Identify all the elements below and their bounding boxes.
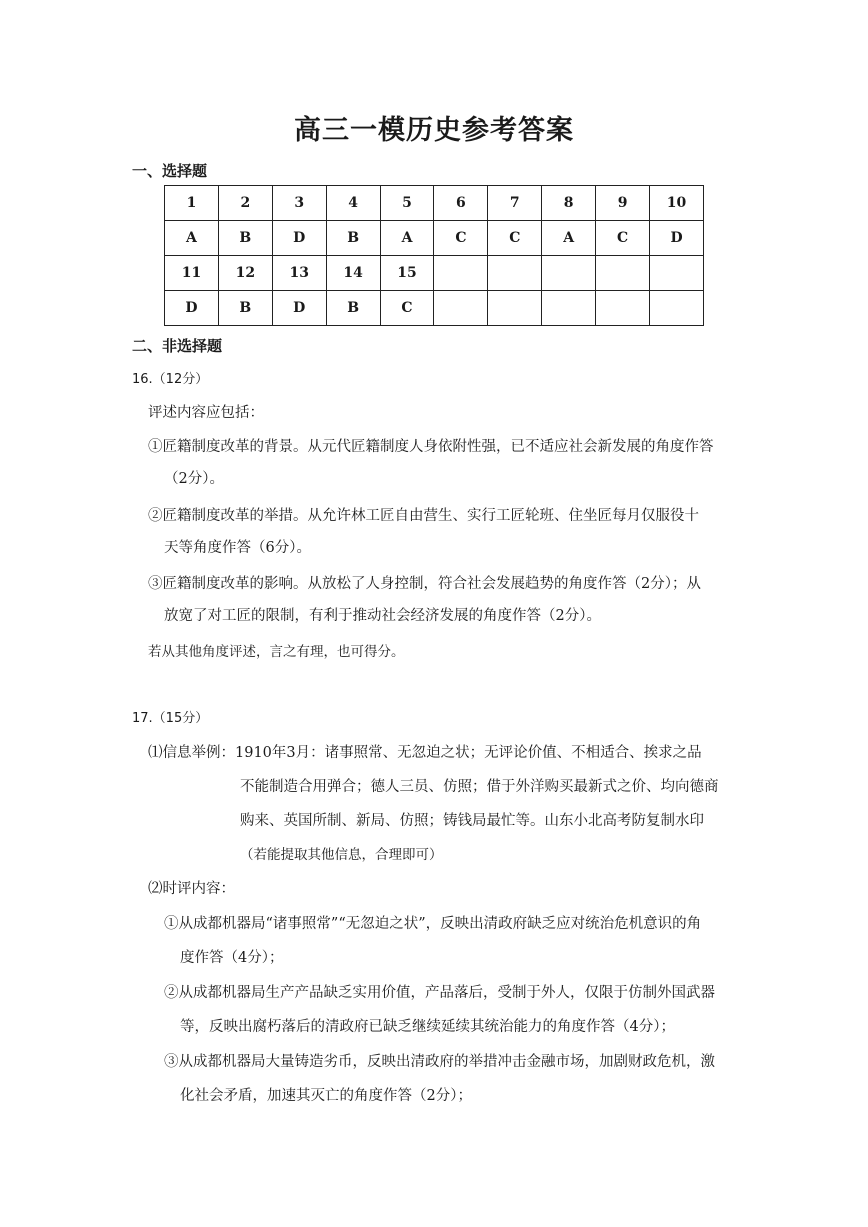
q17-heading: 17.（15分） (132, 711, 209, 726)
q16-point1-line2: （2分）。 (164, 471, 224, 487)
answer-table-cell (434, 291, 488, 326)
q16-point1-line1: ①匠籍制度改革的背景。从元代匠籍制度人身依附性强，已不适应社会新发展的角度作答 (148, 439, 714, 455)
answer-table-cell (488, 256, 542, 291)
answer-table-cell: B (218, 291, 272, 326)
q16-point2-line2: 天等角度作答（6分）。 (164, 540, 311, 556)
answer-table-cell: C (488, 221, 542, 256)
q17-comment3-line2: 化社会矛盾，加速其灭亡的角度作答（2分）； (180, 1088, 472, 1104)
answer-table-cell: B (326, 291, 380, 326)
q16-heading: 16.（12分） (132, 372, 209, 387)
answer-table-cell: C (380, 291, 434, 326)
q17-comment1-line1: ①从成都机器局“诸事照常”“无忽迫之状”，反映出清政府缺乏应对统治危机意识的角 (164, 916, 702, 932)
answer-table-cell (596, 256, 650, 291)
q16-point3-line2: 放宽了对工匠的限制，有利于推动社会经济发展的角度作答（2分）。 (164, 608, 601, 624)
answer-table-cell: 14 (326, 256, 380, 291)
answer-table-cell: 12 (218, 256, 272, 291)
section-heading-choice: 一、选择题 (132, 162, 208, 180)
q16-intro: 评述内容应包括： (148, 405, 264, 421)
answer-table-cell: C (596, 221, 650, 256)
q17-info-line1: ⑴信息举例：1910年3月：诸事照常、无忽迫之状；无评论价值、不相适合、挨求之品 (148, 745, 702, 761)
answer-table-cell (596, 291, 650, 326)
q17-comment2-line1: ②从成都机器局生产产品缺乏实用价值，产品落后，受制于外人，仅限于仿制外国武器 (164, 985, 715, 1001)
answer-table-row (165, 291, 704, 326)
q16-note: 若从其他角度评述，言之有理，也可得分。 (148, 644, 405, 660)
answer-table-row (165, 256, 704, 291)
answer-table-cell: 2 (218, 186, 272, 221)
q16-point2-line1: ②匠籍制度改革的举措。从允许林工匠自由营生、实行工匠轮班、住坐匠每月仅服役十 (148, 508, 699, 524)
answer-table-row (165, 186, 704, 221)
answer-table-cell: B (326, 221, 380, 256)
answer-table-cell: 13 (272, 256, 326, 291)
answer-table-cell (650, 291, 704, 326)
answer-table-cell: 3 (272, 186, 326, 221)
q16-point3-line1: ③匠籍制度改革的影响。从放松了人身控制，符合社会发展趋势的角度作答（2分）；从 (148, 576, 701, 592)
answer-table-cell: 7 (488, 186, 542, 221)
q17-info-line3: 购来、英国所制、新局、仿照；铸钱局最忙等。山东小北高考防复制水印 (240, 813, 704, 829)
answer-table-cell (650, 256, 704, 291)
answer-table-cell (434, 256, 488, 291)
answer-table-cell: 10 (650, 186, 704, 221)
q17-info-note: （若能提取其他信息，合理即可） (240, 847, 443, 863)
answer-table-cell: 4 (326, 186, 380, 221)
page-title: 高三一模历史参考答案 (294, 115, 574, 146)
answer-table-cell (542, 256, 596, 291)
q17-comment-heading: ⑵时评内容： (148, 881, 235, 897)
answer-table-cell: B (218, 221, 272, 256)
answer-table-cell: D (650, 221, 704, 256)
answer-table-cell: A (542, 221, 596, 256)
answer-table-cell: 5 (380, 186, 434, 221)
answer-table (164, 185, 704, 326)
answer-table-row (165, 221, 704, 256)
answer-table-cell: D (272, 291, 326, 326)
answer-table-cell: 9 (596, 186, 650, 221)
answer-table-cell: 1 (165, 186, 219, 221)
answer-table-cell: 11 (165, 256, 219, 291)
answer-table-cell: A (380, 221, 434, 256)
answer-table-cell (542, 291, 596, 326)
answer-table-cell: A (165, 221, 219, 256)
answer-table-cell: 6 (434, 186, 488, 221)
answer-table-cell (488, 291, 542, 326)
answer-table-cell: C (434, 221, 488, 256)
answer-table-cell: 8 (542, 186, 596, 221)
q17-comment3-line1: ③从成都机器局大量铸造劣币，反映出清政府的举措冲击金融市场，加剧财政危机，激 (164, 1054, 715, 1070)
answer-table-cell: D (165, 291, 219, 326)
answer-table-cell: 15 (380, 256, 434, 291)
answer-table-cell: D (272, 221, 326, 256)
q17-comment2-line2: 等，反映出腐朽落后的清政府已缺乏继续延续其统治能力的角度作答（4分）； (180, 1019, 675, 1035)
q17-comment1-line2: 度作答（4分）； (180, 950, 284, 966)
section-heading-nonchoice: 二、非选择题 (132, 337, 223, 355)
q17-info-line2: 不能制造合用弹合；德人三员、仿照；借于外洋购买最新式之价、均向德商 (240, 779, 719, 795)
